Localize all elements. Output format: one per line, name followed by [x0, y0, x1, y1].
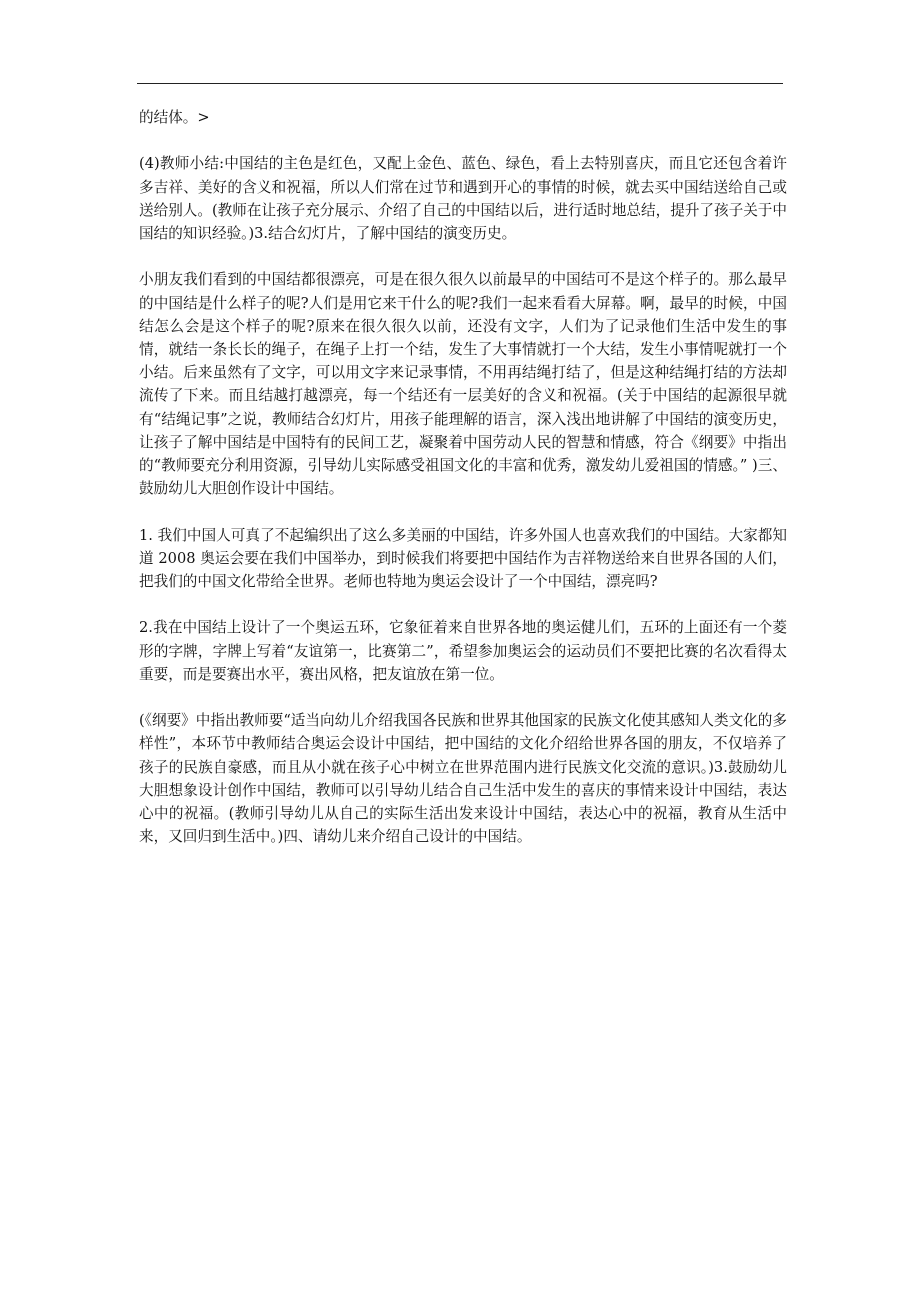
paragraph-5: 2.我在中国结上设计了一个奥运五环，它象征着来自世界各地的奥运健儿们，五环的上面还有一个菱形的字牌，字牌上写着“友谊第一，比赛第二”，希望参加奥运会的运动员们不要把比赛的名次看得太重要，而是要赛出水平，赛出风格，把友谊放在第一位。 [139, 619, 787, 683]
paragraph-1: 的结体。> [139, 109, 210, 126]
paragraph-2: (4)教师小结:中国结的主色是红色，又配上金色、蓝色、绿色，看上去特别喜庆，而且它还包含着许多吉祥、美好的含义和祝福，所以人们常在过节和遇到开心的事情的时候，就去买中国结送给自己或送给别人。(教师在让孩子充分展示、介绍了自己的中国结以后，进行适时地总结，提升了孩子关于中国结的知识经验。)3.结合幻灯片，了解中国结的演变历史。 [139, 155, 787, 242]
document-body [139, 106, 787, 872]
header-rule [137, 83, 783, 84]
paragraph-6: (《纲要》中指出教师要“适当向幼儿介绍我国各民族和世界其他国家的民族文化使其感知人类文化的多样性”，本环节中教师结合奥运会设计中国结，把中国结的文化介绍给世界各国的朋友，不仅培养了孩子的民族自豪感，而且从小就在孩子心中树立在世界范围内进行民族文化交流的意识。)3.鼓励幼儿大胆想象设计创作中国结，教师可以引导幼儿结合自己生活中发生的喜庆的事情来设计中国结，表达心中的祝福。(教师引导幼儿从自己的实际生活出发来设计中国结，表达心中的祝福，教育从生活中来，又回归到生活中。)四、请幼儿来介绍自己设计的中国结。 [139, 712, 787, 846]
paragraph-3: 小朋友我们看到的中国结都很漂亮，可是在很久很久以前最早的中国结可不是这个样子的。那么最早的中国结是什么样子的呢?人们是用它来干什么的呢?我们一起来看看大屏幕。啊，最早的时候，中国结怎么会是这个样子的呢?原来在很久很久以前，还没有文字，人们为了记录他们生活中发生的事情，就结一条长长的绳子，在绳子上打一个结，发生了大事情就打一个大结，发生小事情呢就打一个小结。后来虽然有了文字，可以用文字来记录事情，不用再结绳打结了，但是这种结绳打结的方法却流传了下来。而且结越打越漂亮，每一个结还有一层美好的含义和祝福。(关于中国结的起源很早就有“结绳记事”之说，教师结合幻灯片，用孩子能理解的语言，深入浅出地讲解了中国结的演变历史，让孩子了解中国结是中国特有的民间工艺，凝聚着中国劳动人民的智慧和情感，符合《纲要》中指出的“教师要充分利用资源，引导幼儿实际感受祖国文化的丰富和优秀，激发幼儿爱祖国的情感。” )三、鼓励幼儿大胆创作设计中国结。 [139, 271, 787, 498]
paragraph-4: 1. 我们中国人可真了不起编织出了这么多美丽的中国结，许多外国人也喜欢我们的中国结。大家都知道 2008 奥运会要在我们中国举办，到时候我们将要把中国结作为吉祥物送给来自世界各国的人们，把我们的中国文化带给全世界。老师也特地为奥运会设计了一个中国结，漂亮吗? [139, 526, 787, 591]
